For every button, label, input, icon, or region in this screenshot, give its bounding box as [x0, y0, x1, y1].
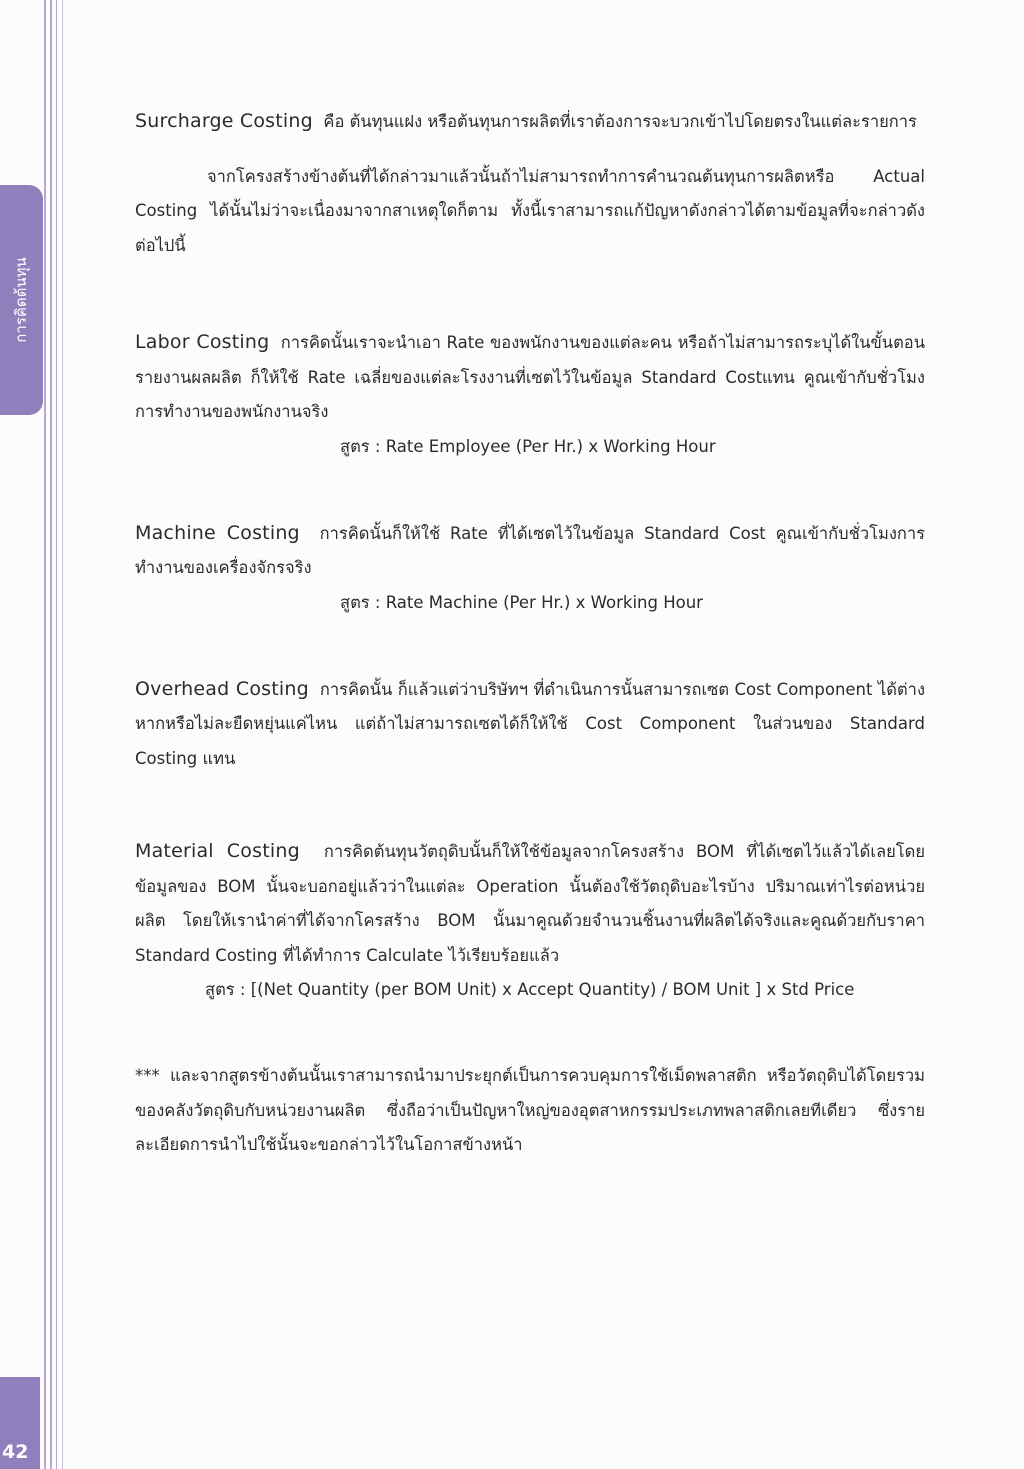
margin-line [62, 0, 63, 1469]
machine-term: Machine Costing [135, 521, 300, 544]
material-formula: สูตร : [(Net Quantity (per BOM Unit) x Accept Quantity) / BOM Unit ] x Std Price [205, 980, 855, 999]
material-paragraph [135, 834, 925, 973]
surcharge-text: คือ ต้นทุนแฝง หรือต้นทุนการผลิตที่เราต้องการจะบวกเข้าไปโดยตรงในแต่ละรายการ [323, 112, 917, 131]
labor-paragraph [135, 325, 925, 430]
chapter-tab-label: การคิดต้นทุน [12, 257, 30, 343]
material-text: การคิดต้นทุนวัตถุดิบนั้นก็ให้ใช้ข้อมูลจากโครงสร้าง BOM ที่ได้เซตไว้แล้วได้เลยโดยข้อมูลของ BOM นั้นจะบอกอยู่แล้วว่าในแต่ละ Operation นั้นต้องใช้วัตถุดิบอะไรบ้าง ปริมาณเท่าไรต่อหน่วยผลิต โดยให้เรานำค่าที่ได้จากโครสร้าง BOM นั้นมาคูณด้วยจำนวนชิ้นงานที่ผลิตได้จริงและคูณด้วยกับราคา Standard Costing ที่ได้ทำการ Calculate ไว้เรียบร้อยแล้ว [135, 842, 925, 965]
overhead-text: การคิดนั้น ก็แล้วแต่ว่าบริษัทฯ ที่ดำเนินการนั้นสามารถเซต Cost Component ได้ต่างหากหรือไม่ละยืดหยุ่นแค่ไหน แต่ถ้าไม่สามารถเซตได้ก็ให้ใช้ Cost Component ในส่วนของ Standard Costing แทน [135, 679, 925, 768]
material-term: Material Costing [135, 840, 300, 862]
page-number: 42 [2, 1441, 29, 1463]
margin-line [56, 0, 57, 1469]
labor-formula: สูตร : Rate Employee (Per Hr.) x Working Hour [340, 436, 716, 456]
intro-paragraph: จากโครงสร้างข้างต้นที่ได้กล่าวมาแล้วนั้นถ้าไม่สามารถทำการคำนวณต้นทุนการผลิตหรือ Actual Costing ได้นั้นไม่ว่าจะเนื่องมาจากสาเหตุใดก็ตาม ทั้งนี้เราสามารถแก้ปัญหาดังกล่าวได้ตามข้อมูลที่จะกล่าวดังต่อไปนี้ [135, 166, 925, 255]
page-number-box [0, 1377, 40, 1469]
overhead-paragraph [135, 672, 925, 777]
note-paragraph: *** และจากสูตรข้างต้นนั้นเราสามารถนำมาประยุกต์เป็นการควบคุมการใช้เม็ดพลาสติก หรือวัตถุดิบได้โดยรวมของคลังวัตถุดิบกับหน่วยงานผลิต ซึ่งถือว่าเป็นปัญหาใหญ่ของอุตสาหกรรมประเภทพลาสติกเลยทีเดียว ซึ่งรายละเอียดการนำไปใช้นั้นจะขอกล่าวไว้ในโอกาสข้างหน้า [135, 1066, 925, 1154]
labor-term: Labor Costing [135, 331, 270, 353]
surcharge-paragraph [135, 104, 925, 140]
margin-line [44, 0, 46, 1469]
machine-formula: สูตร : Rate Machine (Per Hr.) x Working Hour [340, 592, 703, 612]
labor-text: การคิดนั้นเราจะนำเอา Rate ของพนักงานของแต่ละคน หรือถ้าไม่สามารถระบุได้ในขั้นตอนรายงานผลผลิต ก็ให้ใช้ Rate เฉลี่ยของแต่ละโรงงานที่เซตไว้ในข้อมูล Standard Costแทน คูณเข้ากับชั่วโมงการทำงานของพนักงานจริง [135, 333, 925, 421]
surcharge-term: Surcharge Costing [135, 110, 313, 132]
page-content [135, 104, 925, 1163]
machine-paragraph [135, 516, 925, 586]
margin-line [50, 0, 52, 1469]
overhead-term: Overhead Costing [135, 677, 309, 700]
machine-text: การคิดนั้นก็ให้ใช้ Rate ที่ได้เซตไว้ในข้อมูล Standard Cost คูณเข้ากับชั่วโมงการทำงานของเครื่องจักรจริง [135, 523, 925, 577]
